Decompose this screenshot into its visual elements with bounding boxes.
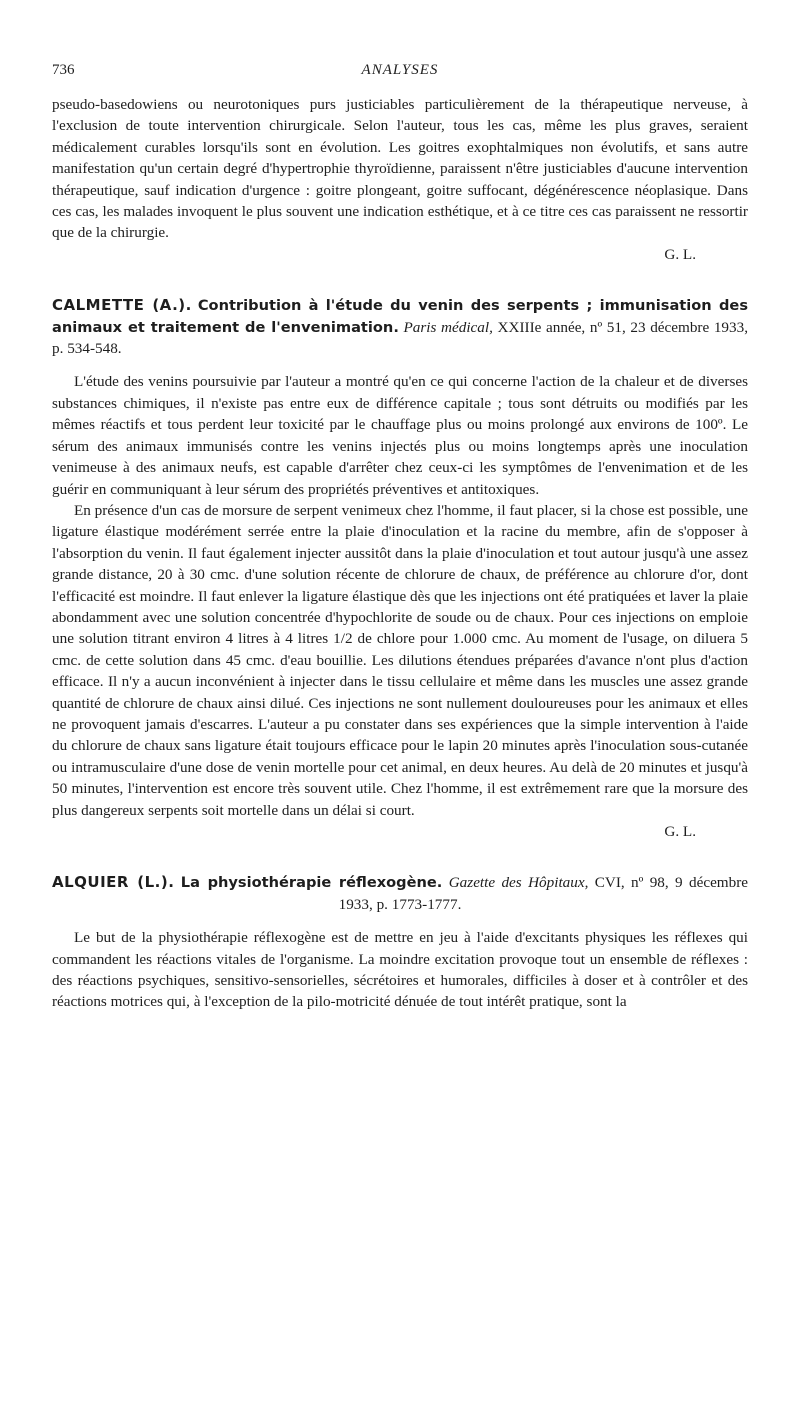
calmette-title: Contribution à l'étude du venin des serpents ; immunisation des animaux et traitement de l'envenimation. (52, 297, 749, 336)
alquier-title: La physiothérapie réflexogène. (180, 874, 443, 892)
calmette-journal: Paris médical, (403, 318, 493, 336)
calmette-author: CALMETTE (A.). (52, 296, 192, 315)
alquier-journal: Gazette des Hôpitaux, (448, 874, 589, 892)
running-title: ANALYSES (361, 62, 439, 78)
body-text (52, 94, 748, 1013)
calmette-signature: G. L. (664, 823, 696, 840)
intro-signature: G. L. (664, 245, 696, 263)
intro-paragraph: pseudo-basedowiens ou neurotoniques purs justiciables particulièrement de la thérapeutique nerveuse, à l'exclusion de toute intervention chirurgicale. Selon l'auteur, tous les cas, même les plus graves, seraient médicalement curables lorsqu'ils sont en évolution. Les goitres exophtalmiques non évolutifs, et sans autre manifestation qu'un certain degré d'hypertrophie thyroïdienne, paraissent n'être justiciables d'aucune intervention thérapeutique, sauf indication d'urgence : goitre plongeant, goitre suffocant, dégénérescence néoplasique. Dans ces cas, les malades invoquent le plus souvent une indication esthétique, et à ce titre ces cas paraissent ne ressortir que de la chirurgie. (52, 96, 748, 242)
calmette-reference: XXIIIe année, nº 51, 23 décembre 1933, p. 534-548. (52, 318, 749, 358)
alquier-article-header (52, 872, 748, 915)
alquier-author: ALQUIER (L.). (52, 873, 175, 892)
page-number: 736 (52, 62, 75, 78)
calmette-paragraph-2: En présence d'un cas de morsure de serpent venimeux chez l'homme, il faut placer, si la chose est possible, une ligature élastique modérément serrée entre la plaie d'inoculation et la racine du membre, afin de s'opposer à l'absorption du venin. Il faut également injecter aussitôt dans la plaie d'inoculation et tout autour jusqu'à une assez grande distance, 20 à 30 cmc. d'une solution récente de chlorure de chaux, de préférence au chlorure d'or, dont l'efficacité est moindre. Il faut enlever la ligature élastique dès que les injections ont été pratiquées et laver la plaie abondamment avec une solution concentrée d'hypochlorite de soude ou de chaux. Pour ces injections on emploie une solution titrant environ 4 litres à 4 litres 1/2 de chlore pour 1.000 cmc. Au moment de l'usage, on diluera 5 cmc. de cette solution dans 45 cmc. d'eau bouillie. Les dilutions étendues préparées d'avance n'ont plus d'action efficace. Il n'y a aucun inconvénient à injecter dans le tissu cellulaire et même dans les muscles une assez grande quantité de chlorure de chaux ainsi dilué. Ces injections ne sont nullement douloureuses pour les animaux et elles ne provoquent jamais d'escarres. L'auteur a pu constater dans ses expériences que la simple intervention à l'aide du chlorure de chaux sans ligature était toujours efficace pour le lapin 20 minutes après l'inoculation sous-cutanée ou intramusculaire d'une dose de venin mortelle pour cet animal, en deux heures. Au delà de 20 minutes et jusqu'à 50 minutes, l'intervention est encore très souvent utile. Chez l'homme, il est extrêmement rare que la morsure des plus dangereux serpents soit mortelle dans un délai si court. (52, 501, 748, 819)
alquier-paragraph: Le but de la physiothérapie réflexogène est de mettre en jeu à l'aide d'excitants physiques les réflexes qui commandent les réactions vitales de l'organisme. La moindre excitation provoque tout un ensemble de réflexes : des réactions psychiques, sensitivo-sensorielles, sécrétoires et humorales, difficiles à doser et à contrôler et des réactions motrices qui, à l'exception de la pilo-motricité dénuée de tout intérêt pratique, sont la (52, 929, 748, 1011)
page-header (52, 62, 748, 86)
alquier-reference: CVI, nº 98, 9 décembre 1933, p. 1773-1777. (338, 874, 749, 913)
calmette-paragraph-1: L'étude des venins poursuivie par l'auteur a montré qu'en ce qui concerne l'action de la chaleur et de diverses substances chimiques, il n'existe pas entre eux de différence capitale ; tous sont détruits ou modifiés par les mêmes réactifs et tous perdent leur toxicité par le chauffage plus ou moins prolongé aux environs de 100º. Le sérum des animaux immunisés contre les venins injectés plus ou moins longtemps après une inoculation venimeuse à des animaux neufs, est capable d'arrêter chez ceux-ci les symptômes de l'envenimation et de les guérir en communiquant à leur sérum des propriétés préventives et antitoxiques. (52, 373, 748, 498)
calmette-article-header (52, 295, 748, 359)
